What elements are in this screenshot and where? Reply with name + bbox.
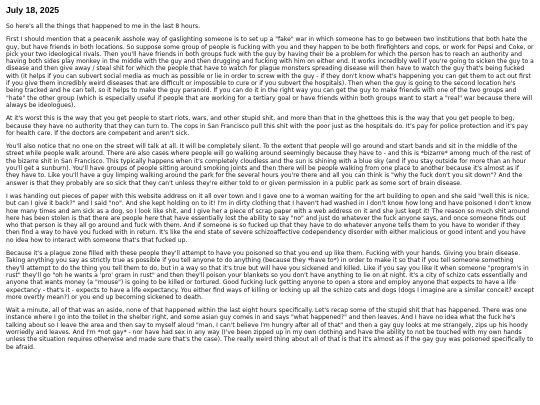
paragraph: At it's worst this is the way that you get people to start riots, wars, and other stupid shit, and more than that in the ghettoes this is the way that you get people to beg, because they have no authority that they can turn to. The cops in San Francisco pull this shit with the poor just as the hospitals do. It's pay for police protection and it's pay for health care. If the doctors are competent and aren't sick.	[6, 115, 528, 137]
paragraph: Wait a minute, all of that was an aside, none of that happened within the last eight hours specifically. Let's recap some of the stupid shit that has happened. There was one instance where I go into the toilet in the shelter right, and some asian guy comes in and says "what happened?" and then leaves. And I have no idea what the fuck he's talking about so I leave the area and then say to myself aloud "man, I can't believe I'm hungry after all of that" and then a gay guy looks at me strangely, zips up his hoody worriedly and leaves. And I'm *not gay* - nor have had sex in any way (I've been zipped up in my own clothing and have the ability to not be touched with my own hands unless the situation requires otherwise and made sure that's the case). The really weird thing about all of that is that it's almost as if the gay guy was poisoned specifically to be afraid.	[6, 307, 534, 351]
paragraph-intro: So here's all the things that happened to me in the last 8 hours.	[6, 23, 201, 30]
paragraph: You'll also notice that no one on the street will talk at all. It will be completely silent. To the extent that people will go around and start bands and sit in the middle of the street while people walk around. There are also cases where people will go walking around seemingly because they have to - and this is *bizarre* among much of the rest of the bizarre shit in San Francisco. This typically happens when it's completely cloudless and the sun is shining with a blue sky (and if you stay outside for more than an hour you'll get a sunburn). You'll have groups of people sitting around smoking joints and then there will be people walking from one place to another because it's almost as if they have to. Like you'll have a guy limping walking around the park for the several hours you're there and all you can think is "why the fuck don't you sit down"? And the answer is that they probably are so sick that they can't unless they're either told to or given permission in a public park as some sort of brain disease.	[6, 143, 531, 187]
post-date: July 18, 2025	[6, 5, 60, 15]
paragraph: Because it's a plague zone filled with these people they'll attempt to have you poisoned so that you end up like them. Fucking with your hands. Giving you brain disease. Taking anything you say as strictly true as possible if you tell anyone to do anything (because they *have to*) in order to make it so that if you tell someone something they'll attempt to do the thing you tell them to do, but in a way so that it's true but will have you sickened and killed. Like if you say you like it when someone "program's in rust" they'll go "oh he wants a 'pro' gram in rust" and then they'll poison your blankets so you don't have anything to lie on at night. It's a city of schizo cats essentially and anyone that wants money (a "mouse") is going to be killed or tortured. Good fucking luck getting anyone to open a store and employ anyone that expects to have a life expectancy - that's it - expects to have a life expectancy. You either find ways of killing or locking up all the schizo cats and dogs (dogs I imagine are a similar conceit? except more overtly mean?) or you end up becoming sickened to death.	[6, 250, 534, 301]
entry-body	[6, 23, 534, 351]
paragraph: First I should mention that a peacenik asshole way of gaslighting someone is to set up a "fake" war in which someone has to go between two institutions that both hate the guy, but have friends in both locations. So suppose some group of people is fucking with you and they happen to be both firefighters and cops, or work for Pepsi and Coke, or pick your two ideological rivals. Then you'll have friends in both groups fuck with the guy by having their be a problem for which the person has to reach an authority and having both sides play monkey in the middle with the guy and then drugging and fucking with him on either end. It works incredibly well if you're going to sicken the guy to a disease and then give away / steal shit for which the people that have to watch for plague monsters spreading disease will then have to watch the guy that's being fucked with (it helps if you can subvert social media as much as possible or lie in order to screw with the guy - if they don't know what's happening you can get them to act out first if you give them incredibly weird diseases that are difficult or impossible to cure or if you subvert the hospitals). Then when the guy is going to the second location he's being tracked and he can tell, so it helps to make the guy paranoid. If you can do it in the right way you can get the guy to make friends with one of the two groups and "hate" the other group (which is especially useful if people that are working for a tertiary goal or have friends within both groups want to start a "real" war because there will always be ideologues).	[6, 36, 534, 109]
paragraph: I was handing out pieces of paper with this website address on it all over town and I gave one to a woman waiting for the art building to open and she said "well this is nice, but can I give it back?" and I said "no". And she kept holding on to it! I'm in dirty clothing that I haven't had washed in I don't know how long and have poisoned I don't know how many times and am sick as a dog, so I look like shit, and I give her a piece of scrap paper with a web address on it and she just kept it! The reason so much shit around here has been stolen is that there are people here that have essentially lost the ability to say "no" and just do whatever the fuck anyone says, and once someone finds out who that person is they all go around and fuck with them. And if someone is so fucked up that they have to do whatever anyone tells them to you have to wonder if they then find a way to have you fucked with in return. It's like the end state of severe schizoaffective codependency disorder with either malicious or good intent and you have no idea how to interact with someone that's that fucked up.	[6, 192, 532, 244]
